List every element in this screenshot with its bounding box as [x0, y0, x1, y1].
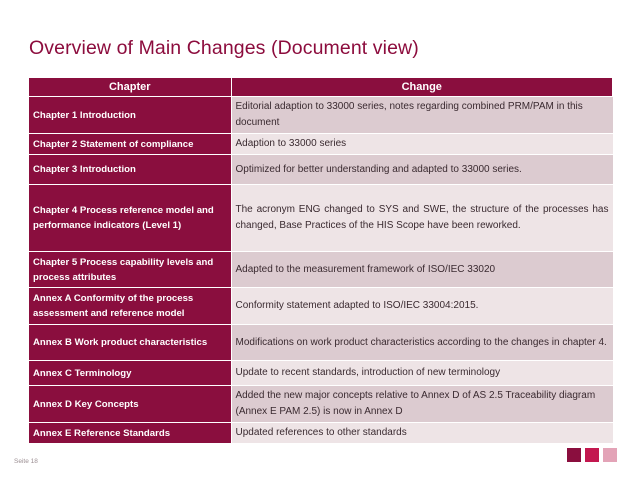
chapter-cell: Annex E Reference Standards — [29, 423, 231, 444]
change-cell: Editorial adaption to 33000 series, notes regarding combined PRM/PAM in this document — [231, 97, 613, 134]
header-chapter: Chapter — [29, 78, 231, 97]
change-cell: Adaption to 33000 series — [231, 134, 613, 155]
page-number: Seite 18 — [14, 458, 38, 465]
table-row — [29, 325, 613, 361]
change-cell: Update to recent standards, introduction of new terminology — [231, 361, 613, 386]
change-cell: Added the new major concepts relative to Annex D of AS 2.5 Traceability diagram (Annex E PAM 2.5) is now in Annex D — [231, 386, 613, 423]
table-row — [29, 252, 613, 288]
table-row — [29, 155, 613, 185]
chapter-cell: Chapter 2 Statement of compliance — [29, 134, 231, 155]
chapter-cell: Annex C Terminology — [29, 361, 231, 386]
chapter-cell: Chapter 5 Process capability levels and process attributes — [29, 252, 231, 288]
chapter-cell: Annex A Conformity of the process assessment and reference model — [29, 288, 231, 325]
table-row — [29, 97, 613, 134]
table-row — [29, 185, 613, 252]
table-row — [29, 288, 613, 325]
change-cell: Adapted to the measurement framework of ISO/IEC 33020 — [231, 252, 613, 288]
header-change: Change — [231, 78, 613, 97]
change-cell: Optimized for better understanding and adapted to 33000 series. — [231, 155, 613, 185]
change-cell: Modifications on work product characteristics according to the changes in chapter 4. — [231, 325, 613, 361]
change-cell: Conformity statement adapted to ISO/IEC 33004:2015. — [231, 288, 613, 325]
decorative-square-medium — [585, 448, 599, 462]
chapter-cell: Chapter 1 Introduction — [29, 97, 231, 134]
chapter-cell: Chapter 4 Process reference model and performance indicators (Level 1) — [29, 185, 231, 252]
table-row — [29, 423, 613, 444]
change-cell: The acronym ENG changed to SYS and SWE, the structure of the processes has changed, Base Practices of the HIS Scope have been reworked. — [231, 185, 613, 252]
change-cell: Updated references to other standards — [231, 423, 613, 444]
table-row — [29, 386, 613, 423]
chapter-cell: Chapter 3 Introduction — [29, 155, 231, 185]
table-row — [29, 134, 613, 155]
changes-table — [29, 78, 613, 444]
chapter-cell: Annex B Work product characteristics — [29, 325, 231, 361]
chapter-cell: Annex D Key Concepts — [29, 386, 231, 423]
table-row — [29, 361, 613, 386]
decorative-square-light — [603, 448, 617, 462]
slide-title: Overview of Main Changes (Document view) — [29, 37, 419, 59]
decorative-square-dark — [567, 448, 581, 462]
table-header-row — [29, 78, 613, 97]
